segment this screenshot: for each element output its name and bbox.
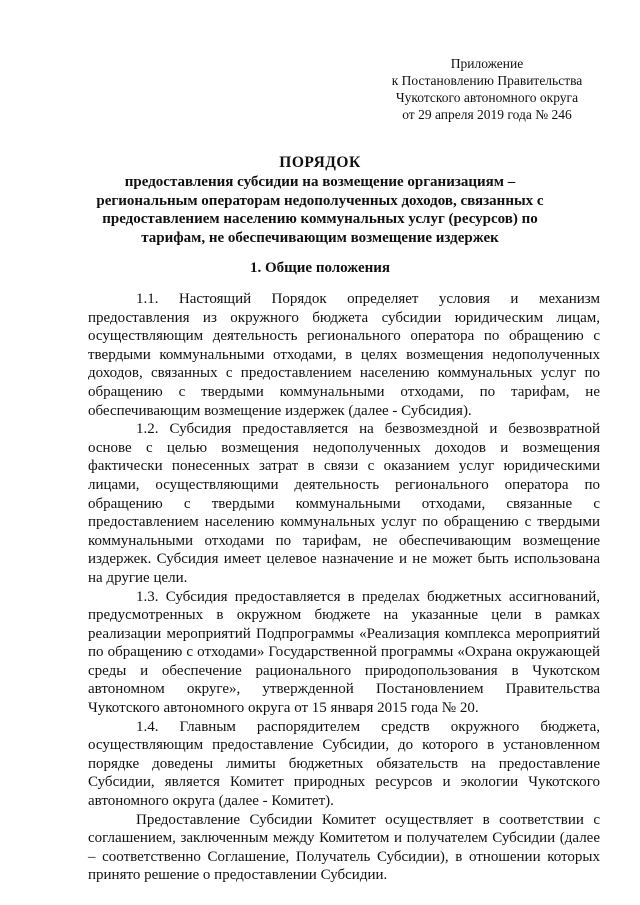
paragraph-1-2: 1.2. Субсидия предоставляется на безвозмездной и безвозвратной основе с целью возмещения недополученных доходов и возмещения фактически понесенных затрат в связи с оказанием услуг юридическими лицами, осуществляющими деятельность регионального оператора по обращению с твердыми коммунальными отходами, связанные с предоставлением населению коммунальных услуг по обращению с твердыми коммунальными отходами по тарифам, не обеспечивающим возмещение издержек. Субсидия имеет целевое назначение и не может быть использована на другие цели. (88, 421, 600, 586)
section-body (88, 290, 600, 885)
paragraph-1-3: 1.3. Субсидия предоставляется в пределах бюджетных ассигнований, предусмотренных в окружном бюджете на указанные цели в рамках реализации мероприятий Подпрограммы «Реализация комплекса мероприятий по обращению с отходами» Государственной программы «Охрана окружающей среды и обеспечение рационального природопользования в Чукотском автономном округе», утвержденной Постановлением Правительства Чукотского автономного округа от 15 января 2015 года № 20. (88, 588, 600, 717)
document-title: ПОРЯДОК (279, 154, 361, 171)
appendix-label: Приложение (450, 56, 524, 71)
appendix-date-number: от 29 апреля 2019 года № 246 (402, 107, 572, 122)
document-subtitle: предоставления субсидии на возмещение организациям – региональным операторам недополученных доходов, связанных с предоставлением населению коммунальных услуг (ресурсов) по тарифам, не обеспечивающим возмещение издержек (96, 174, 544, 246)
section-heading: 1. Общие положения (249, 260, 391, 276)
paragraph-1-1: 1.1. Настоящий Порядок определяет условия и механизм предоставления из окружного бюджета субсидии юридическим лицам, осуществляющим деятельность регионального оператора по обращению с твердыми коммунальными отходами, в целях возмещения недополученных доходов, связанных с предоставлением населению коммунальных услуг по обращению с твердыми коммунальными отходами, по тарифам, не обеспечивающим возмещение издержек (далее - Субсидия). (88, 291, 600, 419)
appendix-region: Чукотского автономного округа (395, 90, 579, 105)
paragraph-1-4-continued: Предоставление Субсидии Комитет осуществляет в соответствии с соглашением, заключенным между Комитетом и получателем Субсидии (далее – соответственно Соглашение, Получатель Субсидии), в отношении которых принято решение о предоставлении Субсидии. (88, 811, 600, 884)
appendix-header (372, 55, 602, 123)
appendix-resolution: к Постановлению Правительства (391, 73, 583, 88)
paragraph-1-4: 1.4. Главным распорядителем средств окружного бюджета, осуществляющим предоставление Субсидии, до которого в установленном порядке доведены лимиты бюджетных обязательств на предоставление Субсидии, является Комитет природных ресурсов и экологии Чукотского автономного округа (далее - Комитет). (88, 718, 600, 810)
document-title-block (90, 153, 550, 247)
